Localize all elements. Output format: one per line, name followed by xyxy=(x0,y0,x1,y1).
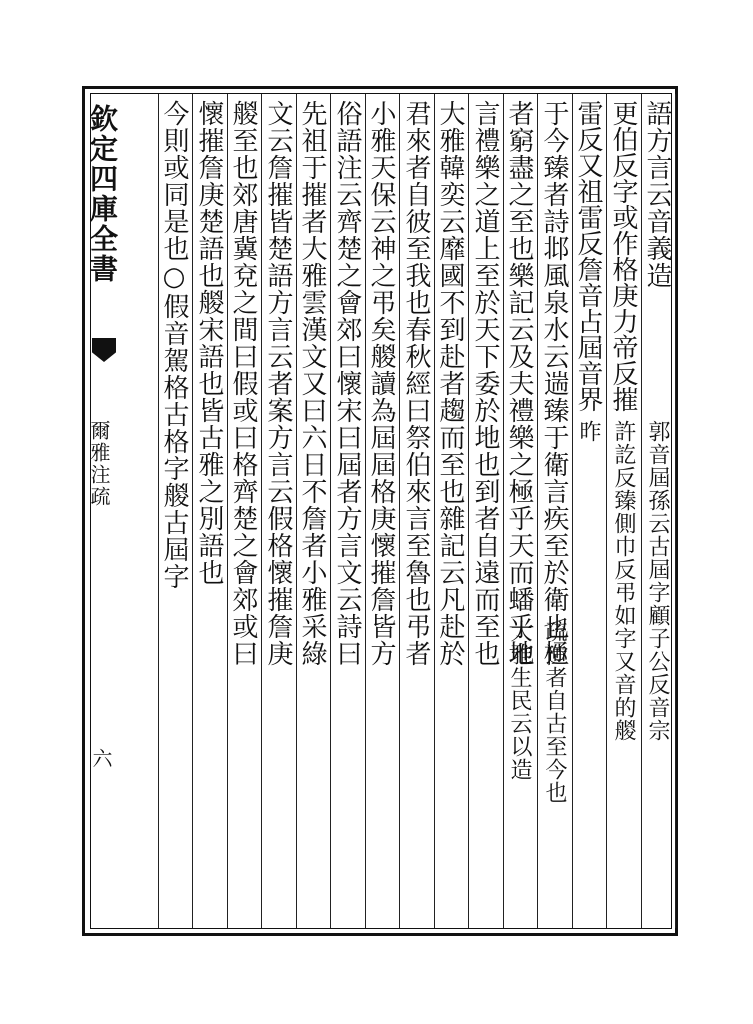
annotation: 昨 xyxy=(576,420,601,443)
annotation: 疏造者自古至今也 xyxy=(542,620,567,804)
text-column: 雷反又祖雷反詹音占屆音界 xyxy=(573,100,603,412)
page-number: 六 xyxy=(89,748,113,768)
annotation: 郭音屆孫云古屆字顧子公反音宗 xyxy=(645,420,670,742)
text-column: 懷摧詹庚楚語也艐宋語也皆古雅之別語也 xyxy=(194,100,224,586)
column-rule xyxy=(434,94,435,928)
text-column: 于今臻者詩邶風泉水云遄臻于衛言疾至於衛也極 xyxy=(539,100,569,667)
annotation: 大雅生民云以造 xyxy=(507,620,532,781)
column-rule xyxy=(158,94,159,928)
column-rule xyxy=(365,94,366,928)
text-column: 艐至也郊唐冀兗之間曰假或曰格齊楚之會郊或曰 xyxy=(228,100,258,667)
column-rule xyxy=(192,94,193,928)
text-column: 者窮盡之至也樂記云及夫禮樂之極乎天而蟠乎地 xyxy=(504,100,534,667)
text-column: 語方言云音義造 xyxy=(642,100,672,289)
column-rule xyxy=(675,94,676,928)
column-rule xyxy=(261,94,262,928)
book-title: 欽定四庫全書 xyxy=(86,104,119,284)
column-rule xyxy=(468,94,469,928)
text-column: 更伯反字或作格庚力帝反摧 xyxy=(608,100,638,412)
text-column: 先祖于摧者大雅雲漢文又曰六日不詹者小雅采綠 xyxy=(297,100,327,667)
column-rule xyxy=(296,94,297,928)
column-rule xyxy=(227,94,228,928)
text-column: 大雅韓奕云靡國不到赴者趨而至也雜記云凡赴於 xyxy=(435,100,465,667)
text-column: 文云詹摧皆楚語方言云者案方言云假格懷摧詹庚 xyxy=(263,100,293,667)
book-subtitle: 爾雅注疏 xyxy=(87,420,111,508)
text-column: 君來者自彼至我也春秋經曰祭伯來言至魯也弔者 xyxy=(401,100,431,667)
text-column: 小雅天保云神之弔矣艐讀為屆屆格庚懷摧詹皆方 xyxy=(366,100,396,667)
annotation: 許訖反臻側巾反弔如字又音的艐 xyxy=(611,420,636,742)
text-column: 言禮樂之道上至於天下委於地也到者自遠而至也 xyxy=(470,100,500,667)
column-rule xyxy=(399,94,400,928)
text-column: 今則或同是也○假音駕格古格字艐古屆字 xyxy=(159,100,189,590)
text-column: 俗語注云齊楚之會郊曰懷宋曰屆者方言文云詩曰 xyxy=(332,100,362,667)
column-rule xyxy=(330,94,331,928)
